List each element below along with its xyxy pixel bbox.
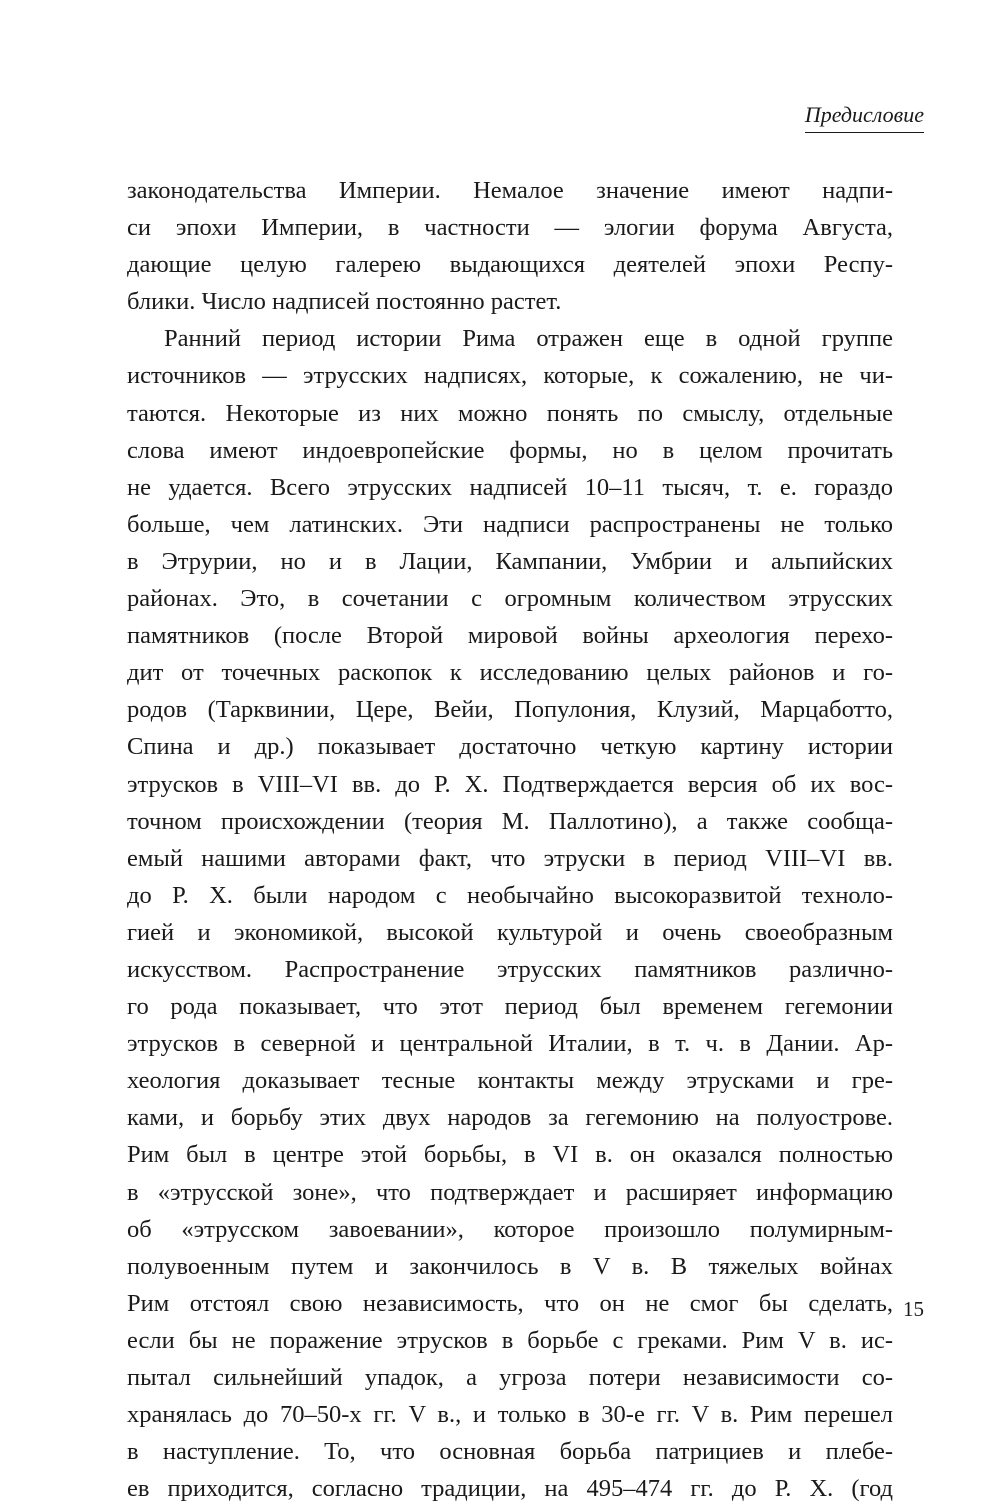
text-line: об «этрусском завоевании», которое произошло полумирным-	[127, 1215, 893, 1243]
text-line: блики. Число надписей постоянно растет.	[127, 288, 562, 316]
text-line: точном происхождении (теория М. Паллотино), а также сообща-	[127, 807, 893, 835]
text-line: больше, чем латинских. Эти надписи распространены не только	[127, 510, 893, 538]
text-line: ев приходится, согласно традиции, на 495–474 гг. до Р. Х. (год	[127, 1475, 893, 1503]
text-line: Рим был в центре этой борьбы, в VI в. он оказался полностью	[127, 1141, 893, 1169]
text-line: слова имеют индоевропейские формы, но в целом прочитать	[127, 436, 893, 464]
text-line: до Р. Х. были народом с необычайно высокоразвитой техноло-	[127, 881, 893, 909]
text-line: в «этрусской зоне», что подтверждает и расширяет информацию	[127, 1178, 893, 1206]
running-header: Предисловие	[805, 100, 924, 133]
text-line: го рода показывает, что этот период был временем гегемонии	[127, 993, 893, 1021]
text-line: хеология доказывает тесные контакты между этрусками и гре-	[127, 1067, 893, 1095]
text-line: если бы не поражение этрусков в борьбе с греками. Рим V в. ис-	[127, 1326, 893, 1354]
text-line: ками, и борьбу этих двух народов за гегемонию на полуострове.	[127, 1104, 893, 1132]
text-line: Рим отстоял свою независимость, что он не смог бы сделать,	[127, 1289, 893, 1317]
text-line: Ранний период истории Рима отражен еще в одной группе	[164, 325, 893, 353]
text-line: этрусков в северной и центральной Италии, в т. ч. в Дании. Ар-	[127, 1030, 893, 1058]
text-line: си эпохи Империи, в частности — элогии форума Августа,	[127, 214, 893, 242]
text-line: районах. Это, в сочетании с огромным количеством этрусских	[127, 585, 893, 613]
text-line: дающие целую галерею выдающихся деятелей эпохи Респу-	[127, 251, 893, 279]
text-line: родов (Тарквинии, Цере, Вейи, Популония, Клузий, Марцаботто,	[127, 696, 893, 724]
text-line: хранялась до 70–50-х гг. V в., и только в 30-е гг. V в. Рим перешел	[127, 1401, 893, 1429]
text-line: дит от точечных раскопок к исследованию целых районов и го-	[127, 659, 893, 687]
text-line: этрусков в VIII–VI вв. до Р. Х. Подтверждается версия об их вос-	[127, 770, 893, 798]
text-line: полувоенным путем и закончилось в V в. В тяжелых войнах	[127, 1252, 893, 1280]
text-line: гией и экономикой, высокой культурой и очень своеобразным	[127, 918, 893, 946]
text-line: таются. Некоторые из них можно понять по смыслу, отдельные	[127, 399, 893, 427]
text-line: емый нашими авторами факт, что этруски в период VIII–VI вв.	[127, 844, 893, 872]
text-line: источников — этрусских надписях, которые, к сожалению, не чи-	[127, 362, 893, 390]
text-line: законодательства Империи. Немалое значение имеют надпи-	[127, 177, 893, 204]
text-line: в наступление. То, что основная борьба патрициев и плебе-	[127, 1438, 893, 1466]
body-text	[127, 172, 893, 1507]
text-line: в Этрурии, но и в Лации, Кампании, Умбрии и альпийских	[127, 547, 893, 575]
text-line: Спина и др.) показывает достаточно четкую картину истории	[127, 733, 893, 761]
text-line: пытал сильнейший упадок, а угроза потери независимости со-	[127, 1364, 893, 1391]
text-line: памятников (после Второй мировой войны археология перехо-	[127, 622, 893, 650]
text-line: не удается. Всего этрусских надписей 10–11 тысяч, т. е. гораздо	[127, 473, 893, 501]
page-number: 15	[903, 1297, 924, 1321]
text-line: искусством. Распространение этрусских памятников различно-	[127, 955, 893, 983]
